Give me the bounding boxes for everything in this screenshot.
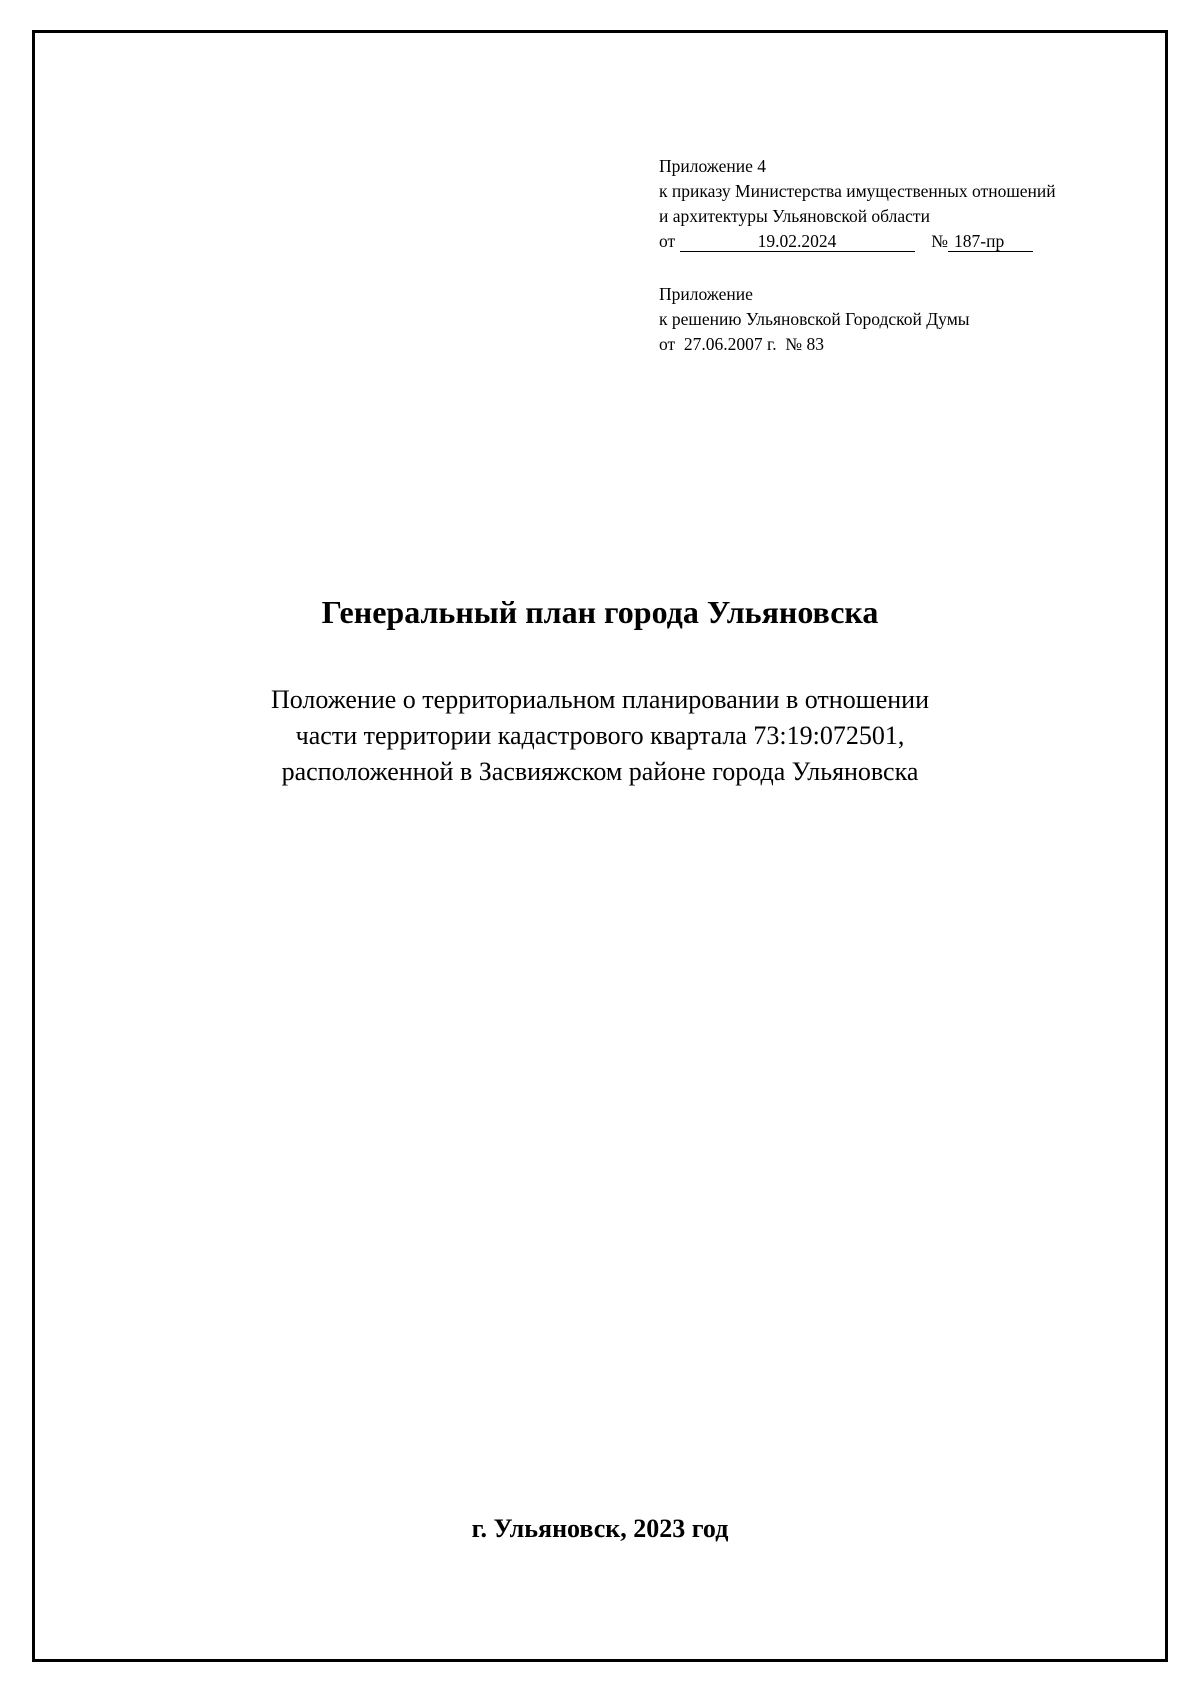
document-footer-city-year: г. Ульяновск, 2023 год: [471, 1514, 729, 1543]
appendix-order-block: [659, 154, 1056, 254]
appendix-decision-line1: Приложение: [659, 284, 753, 304]
appendix-order-line1: Приложение 4: [659, 156, 767, 176]
page-border-frame: [32, 30, 1168, 1662]
appendix-decision-line3: от 27.06.2007 г. № 83: [659, 334, 824, 354]
subtitle-line3: расположенной в Засвияжском районе города Ульяновска: [281, 757, 919, 786]
appendix-order-date-line: [659, 229, 1056, 254]
appendix-order-date-prefix: от: [659, 231, 676, 251]
subtitle-line1: Положение о территориальном планировании в отношении: [271, 685, 929, 714]
appendix-order-number: 187-пр: [948, 231, 1033, 252]
document-title: Генеральный план города Ульяновска: [321, 594, 879, 630]
appendix-order-number-sign: №: [931, 231, 948, 251]
appendix-decision-block: [659, 282, 970, 357]
document-subtitle: [0, 682, 1200, 790]
appendix-decision-line2: к решению Ульяновской Городской Думы: [659, 309, 970, 329]
appendix-order-line3: и архитектуры Ульяновской области: [659, 206, 930, 226]
subtitle-line2: части территории кадастрового квартала 73:19:072501,: [295, 721, 905, 750]
appendix-order-line2: к приказу Министерства имущественных отношений: [659, 181, 1056, 201]
appendix-order-date: 19.02.2024: [680, 231, 915, 252]
